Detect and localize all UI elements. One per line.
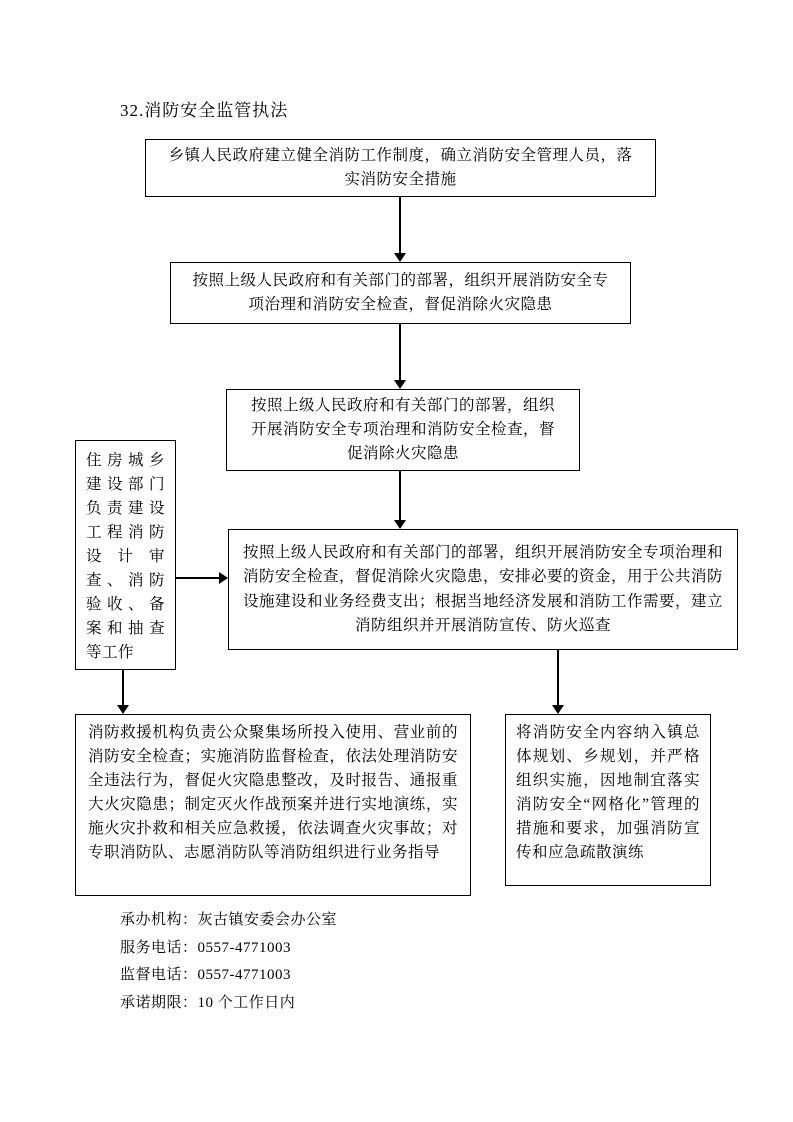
arrow-shaft — [399, 471, 401, 520]
arrow-head-down-icon — [394, 520, 406, 529]
flow-box-text: 将消防安全内容纳入镇总体规划、乡规划，并严格组织实施，因地制宜落实消防安全“网格化”管理的措施和要求，加强消防宣传和应急疏散演练 — [516, 724, 700, 862]
flow-box-text: 消防救援机构负责公众聚集场所投入使用、营业前的消防安全检查；实施消防监督检查，依法处理消防安全违法行为，督促火灾隐患整改，及时报告、通报重大火灾隐患；制定灭火作战预案并进行实地演练，实施火灾扑救和相关应急救援，依法调查火灾事故；对专职消防队、志愿消防队等消防组织进行业务指导 — [88, 724, 458, 862]
flow-arrow-side-right — [176, 572, 228, 584]
footer-service-phone: 服务电话：0557-4771003 — [120, 939, 291, 956]
footer-undertaking-agency: 承办机构：灰古镇安委会办公室 — [120, 912, 338, 928]
arrow-head-right-icon — [219, 572, 228, 584]
flow-arrow-2-down — [394, 324, 406, 389]
flow-box-text: 按照上级人民政府和有关部门的部署，组织开展消防安全专项治理和消防安全检查，督促消除火灾隐患，安排必要的资金，用于公共消防设施建设和业务经费支出；根据当地经济发展和消防工作需要，建立消防组织并开展消防宣传、防火巡查 — [243, 544, 724, 634]
flow-box-special-governance-1 — [170, 262, 631, 324]
arrow-shaft — [122, 670, 124, 705]
flow-box-special-governance-2 — [226, 389, 580, 471]
footer-supervision-phone: 监督电话：0557-4771003 — [120, 967, 291, 983]
arrow-shaft — [399, 197, 401, 253]
arrow-shaft — [176, 577, 219, 579]
arrow-shaft — [557, 650, 559, 705]
flow-box-funding-and-organization — [228, 529, 738, 650]
flow-arrow-right-down — [552, 650, 564, 714]
flow-box-fire-rescue-agency — [75, 714, 471, 896]
flow-box-text: 按照上级人民政府和有关部门的部署，组织开展消防安全专项治理和消防安全检查，督促消除火灾隐患 — [250, 396, 555, 463]
arrow-shaft — [399, 324, 401, 380]
flow-box-text: 住房城乡建设部门负责建设工程消防设计审查、消防验收、备案和抽查等工作 — [86, 452, 165, 662]
flow-box-text: 乡镇人民政府建立健全消防工作制度，确立消防安全管理人员，落实消防安全措施 — [168, 146, 633, 188]
arrow-head-down-icon — [552, 705, 564, 714]
flow-box-township-government — [145, 139, 656, 197]
footer-info — [120, 912, 337, 1022]
page-title: 32.消防安全监管执法 — [120, 101, 289, 120]
flow-arrow-3-down — [394, 471, 406, 529]
arrow-head-down-icon — [117, 705, 129, 714]
flow-arrow-1-down — [394, 197, 406, 262]
arrow-head-down-icon — [394, 380, 406, 389]
footer-commitment-period: 承诺期限：10 个工作日内 — [120, 994, 296, 1011]
flow-arrow-left-down — [117, 670, 129, 714]
arrow-head-down-icon — [394, 253, 406, 262]
flow-box-text: 按照上级人民政府和有关部门的部署，组织开展消防安全专项治理和消防安全检查，督促消除火灾隐患 — [192, 271, 609, 313]
flow-box-housing-construction-dept — [75, 440, 176, 670]
flow-box-planning-grid-management — [505, 714, 711, 886]
